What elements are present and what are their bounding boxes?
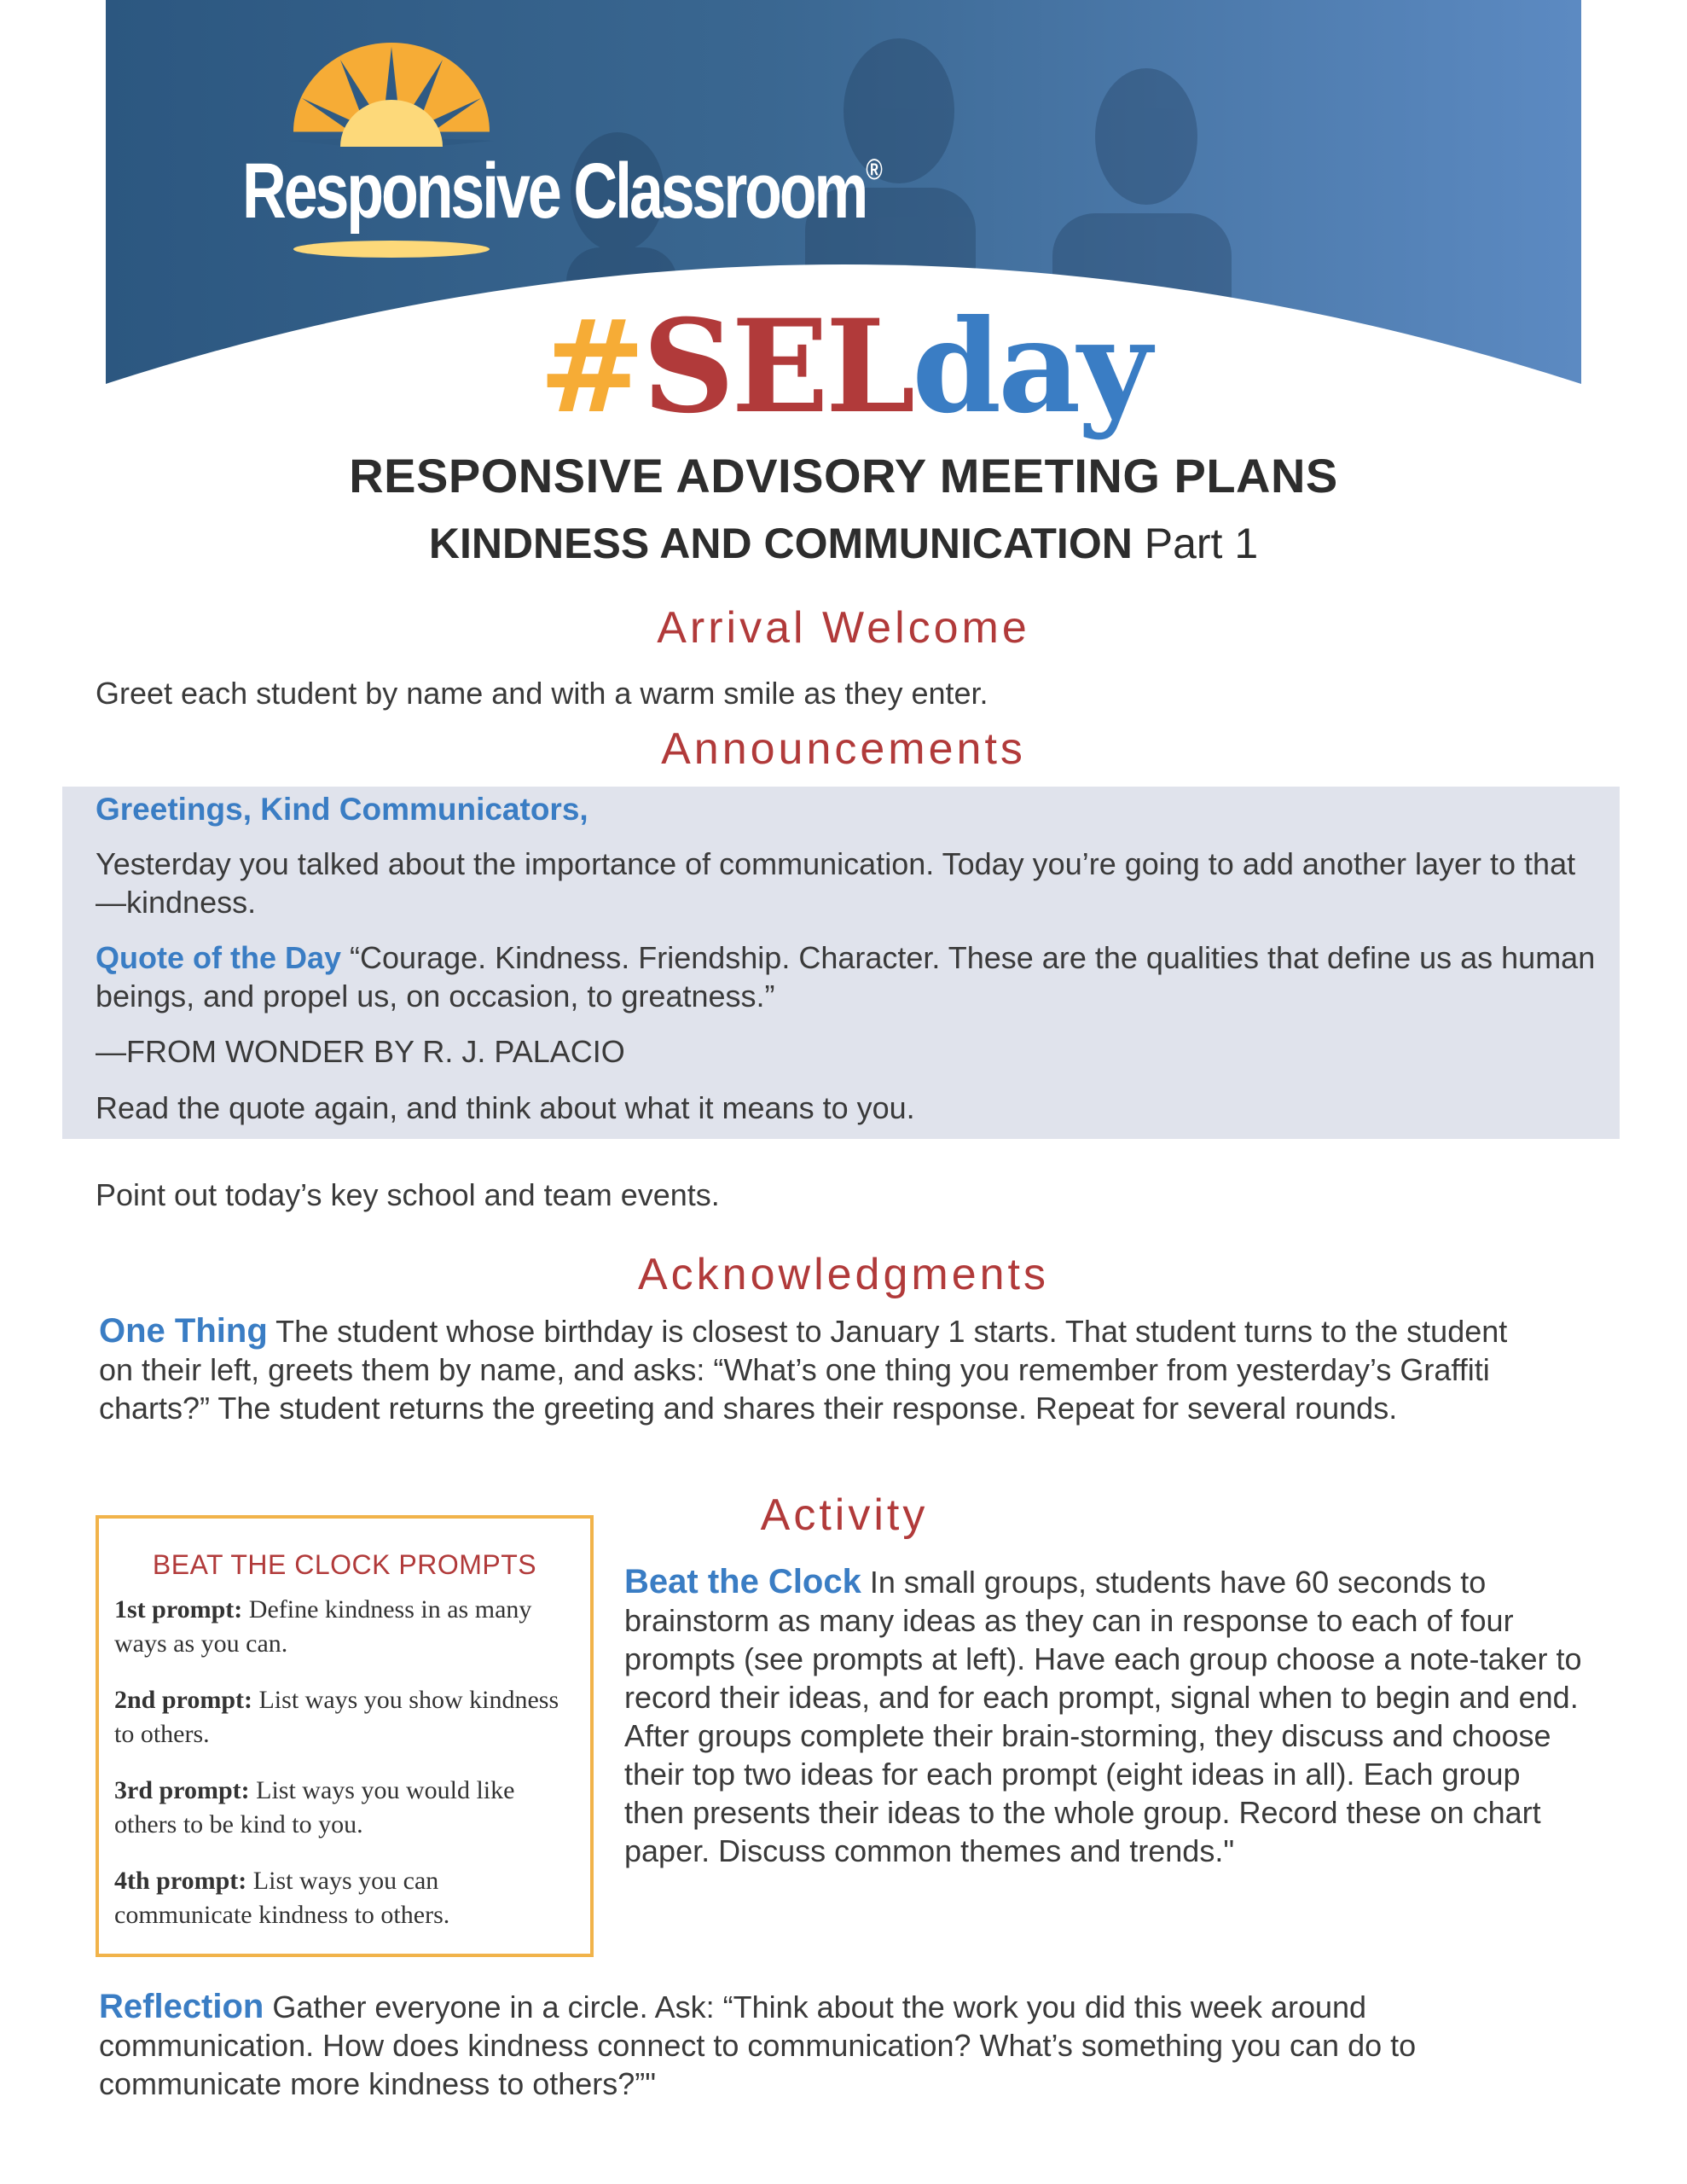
activity-text <box>624 1563 1588 1870</box>
section-title-arrival: Arrival Welcome <box>657 603 1030 653</box>
activity-label: Beat the Clock <box>624 1563 861 1600</box>
page-subtitle <box>0 519 1687 568</box>
selday-title <box>0 292 1687 442</box>
quote-attribution: —FROM WONDER BY R. J. PALACIO <box>96 1034 625 1069</box>
activity-body: In small groups, students have 60 seconds to brainstorm as many ideas as they can in response to each of four prompts (see prompts at left). Have each group choose a note-taker to record their ideas, and for each prompt, signal when to begin and end. After groups complete their brain-storming, they discuss and choose their top two ideas for each prompt (eight ideas in all). Each group then presents their ideas to the whole group. Record these on chart paper. Discuss common themes and trends." <box>624 1565 1582 1868</box>
reflection-body: Gather everyone in a circle. Ask: “Think about the work you did this week around communication. How does kindness connect to communication? What’s something you can do to communicate more kindness to others?”" <box>99 1989 1417 2101</box>
announcement-greeting: Greetings, Kind Communicators, <box>96 792 588 827</box>
quote-text: “Courage. Kindness. Friendship. Character. These are the qualities that define us as human beings, and propel us, on occasion, to greatness.” <box>96 940 1596 1014</box>
page-title: RESPONSIVE ADVISORY MEETING PLANS <box>349 449 1338 502</box>
prompt-text: List ways you show kindness to others. <box>114 1686 559 1748</box>
section-title-announcements: Announcements <box>661 724 1026 774</box>
quote-of-the-day <box>96 938 1597 1015</box>
arrival-text: Greet each student by name and with a warm smile as they enter. <box>96 676 988 711</box>
registered-mark: ® <box>866 154 883 186</box>
prompt-text: Define kindness in as many ways as you can. <box>114 1595 532 1658</box>
prompt-label: 4th prompt: <box>114 1867 247 1895</box>
subtitle-topic: KINDNESS AND COMMUNICATION <box>428 520 1133 567</box>
section-title-acknowledgments: Acknowledgments <box>638 1250 1049 1299</box>
prompts-title: BEAT THE CLOCK PROMPTS <box>152 1549 537 1580</box>
prompt-item <box>114 1683 577 1751</box>
acknowledgment-text <box>99 1312 1549 1427</box>
reflection-label: Reflection <box>99 1988 264 2025</box>
quote-label: Quote of the Day <box>96 940 342 975</box>
section-title-activity: Activity <box>760 1490 929 1540</box>
title-sel: SEL <box>642 292 913 442</box>
prompts-box <box>96 1515 594 1957</box>
prompt-label: 3rd prompt: <box>114 1776 250 1804</box>
title-day: day <box>912 292 1149 442</box>
quote-instruction: Read the quote again, and think about what it means to you. <box>96 1090 915 1125</box>
subtitle-part: Part 1 <box>1144 520 1259 567</box>
prompt-text: List ways you would like others to be kind to you. <box>114 1776 515 1838</box>
prompt-label: 2nd prompt: <box>114 1686 252 1714</box>
prompt-item <box>114 1774 577 1842</box>
prompt-text: List ways you can communicate kindness to others. <box>114 1867 450 1929</box>
acknowledgment-body: The student whose birthday is closest to January 1 starts. That student turns to the student on their left, greets them by name, and asks: “What’s one thing you remember from yesterday’s Graffiti charts?” The student returns the greeting and shares their response. Repeat for several rounds. <box>99 1314 1508 1426</box>
acknowledgment-label: One Thing <box>99 1312 268 1350</box>
brand-name: Responsive Classroom <box>242 148 867 235</box>
reflection-text <box>99 1988 1549 2103</box>
announcement-body: Yesterday you talked about the importance of communication. Today you’re going to add another layer to that—kindness. <box>96 846 1576 920</box>
prompt-label: 1st prompt: <box>114 1595 243 1623</box>
prompt-item <box>114 1593 577 1661</box>
brand-logo <box>242 147 883 236</box>
title-hash: # <box>538 292 643 442</box>
prompt-item <box>114 1864 577 1932</box>
announcement-events: Point out today’s key school and team events. <box>96 1177 720 1212</box>
